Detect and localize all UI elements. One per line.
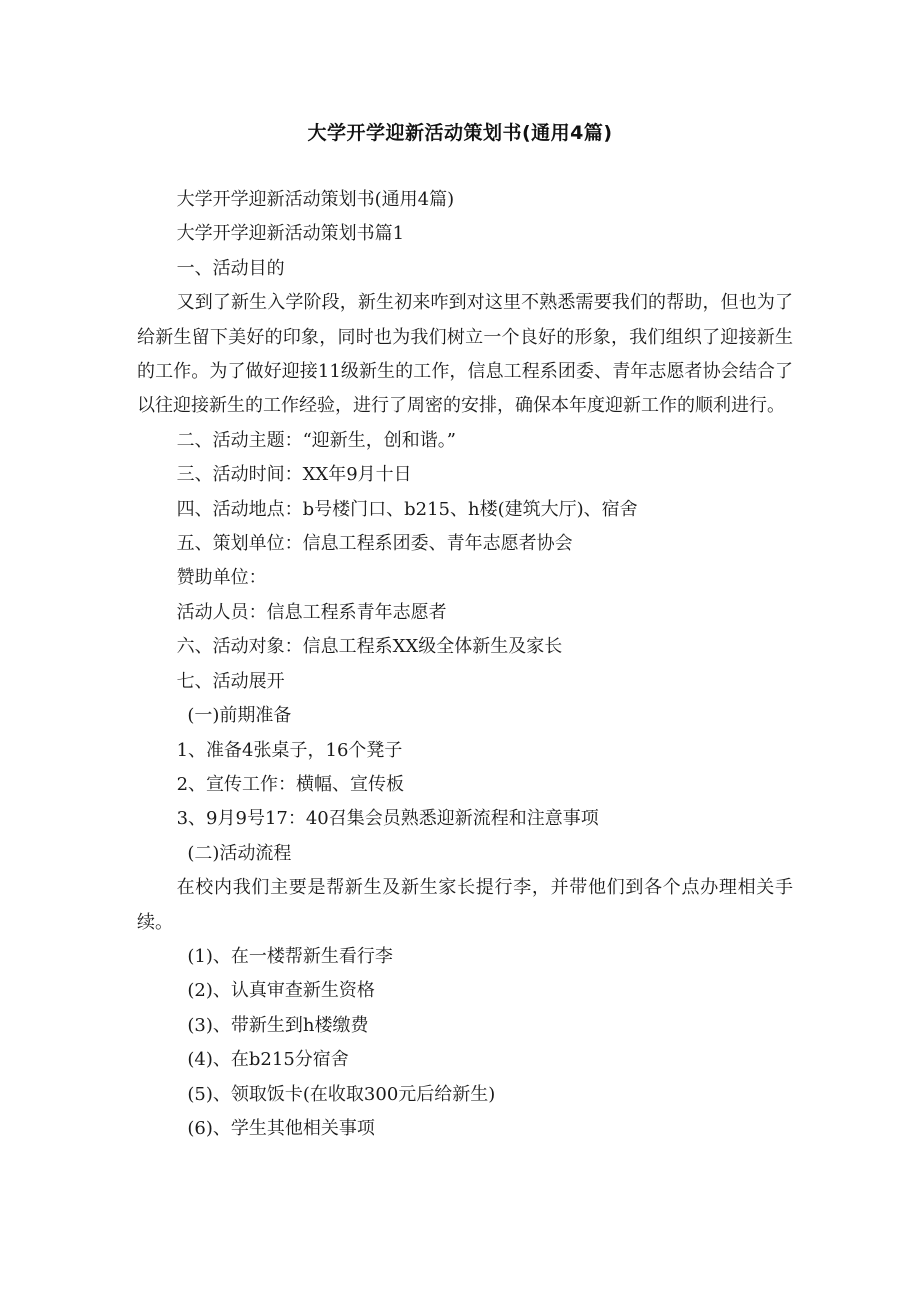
paragraph-process-item: (3)、带新生到h楼缴费 bbox=[187, 1014, 369, 1036]
paragraph-organizer: 五、策划单位：信息工程系团委、青年志愿者协会 bbox=[176, 533, 573, 555]
paragraph-process-item: (2)、认真审查新生资格 bbox=[187, 980, 375, 1002]
paragraph-heading: 大学开学迎新活动策划书(通用4篇) bbox=[176, 189, 455, 210]
paragraph-staff: 活动人员：信息工程系青年志愿者 bbox=[176, 601, 447, 623]
paragraph-section-title: 大学开学迎新活动策划书篇1 bbox=[176, 223, 405, 245]
paragraph-sponsor: 赞助单位： bbox=[176, 567, 267, 589]
paragraph-activity-heading: 七、活动展开 bbox=[176, 670, 285, 692]
paragraph-location: 四、活动地点：b号楼门口、b215、h楼(建筑大厅)、宿舍 bbox=[176, 498, 638, 520]
paragraph-process-item: (6)、学生其他相关事项 bbox=[187, 1117, 375, 1139]
paragraph-prep-item: 1、准备4张桌子，16个凳子 bbox=[176, 739, 403, 761]
paragraph-audience: 六、活动对象：信息工程系XX级全体新生及家长 bbox=[176, 636, 563, 658]
paragraph-preparation-heading: (一)前期准备 bbox=[187, 705, 292, 727]
paragraph-process-item: (1)、在一楼帮新生看行李 bbox=[187, 945, 393, 967]
paragraph-prep-item: 2、宣传工作：横幅、宣传板 bbox=[176, 773, 405, 795]
paragraph-time: 三、活动时间：XX年9月十日 bbox=[176, 464, 412, 486]
paragraph-prep-item: 3、9月9号17：40召集会员熟悉迎新流程和注意事项 bbox=[176, 808, 599, 830]
paragraph-process-item: (5)、领取饭卡(在收取300元后给新生) bbox=[187, 1083, 496, 1105]
paragraph-purpose-body: 又到了新生入学阶段，新生初来咋到对这里不熟悉需要我们的帮助，但也为了给新生留下美好的印象，同时也为我们树立一个良好的形象，我们组织了迎接新生的工作。为了做好迎接11级新生的工作，信息工程系团委、青年志愿者协会结合了以往迎接新生的工作经验，进行了周密的安排，确保本年度迎新工作的顺利进行。 bbox=[137, 292, 793, 417]
paragraph-process-body: 在校内我们主要是帮新生及新生家长提行李，并带他们到各个点办理相关手续。 bbox=[137, 877, 793, 933]
paragraph-process-item: (4)、在b215分宿舍 bbox=[187, 1049, 349, 1071]
paragraph-purpose-heading: 一、活动目的 bbox=[176, 257, 285, 279]
document-body bbox=[137, 183, 793, 1146]
paragraph-theme: 二、活动主题：“迎新生，创和谐。” bbox=[176, 429, 456, 451]
document-title: 大学开学迎新活动策划书(通用4篇) bbox=[307, 122, 613, 144]
paragraph-process-heading: (二)活动流程 bbox=[187, 842, 292, 864]
